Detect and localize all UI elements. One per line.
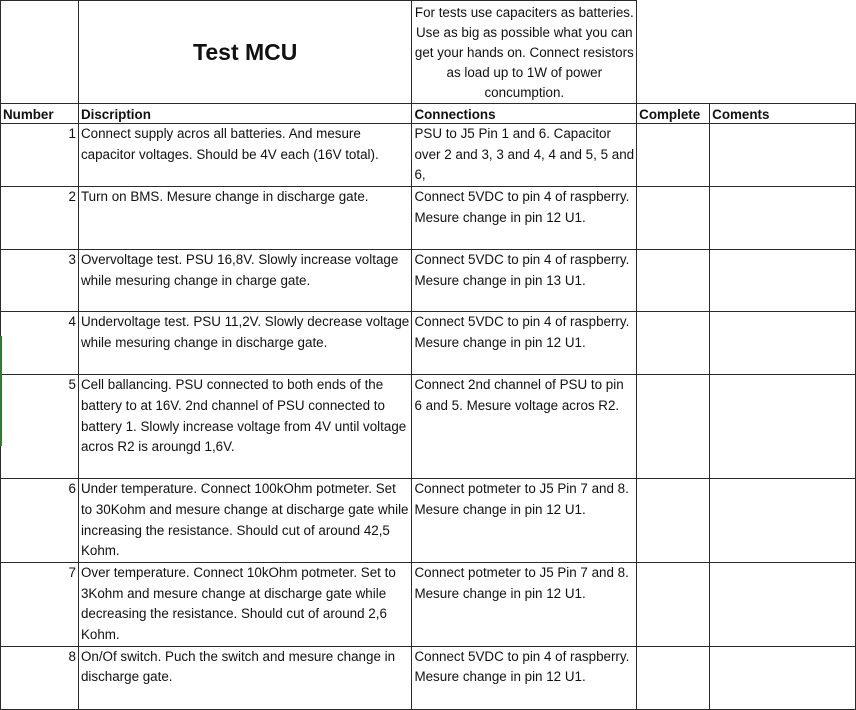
row-description[interactable]: Overvoltage test. PSU 16,8V. Slowly increase voltage while mesuring change in charge gate. xyxy=(78,250,412,312)
row-comments[interactable] xyxy=(710,312,856,375)
sheet-title[interactable]: Test MCU xyxy=(78,1,412,104)
row-complete[interactable] xyxy=(637,312,710,375)
row-connections[interactable]: Connect 5VDC to pin 4 of raspberry. Mesure change in pin 12 U1. xyxy=(412,187,637,250)
row-description[interactable]: Turn on BMS. Mesure change in discharge gate. xyxy=(78,187,412,250)
row-description[interactable]: On/Of switch. Puch the switch and mesure change in discharge gate. xyxy=(78,646,412,709)
row-description[interactable]: Under temperature. Connect 100kOhm potmeter. Set to 30Kohm and mesure change at discharge gate while increasing the resistance. Should cut of around 42,5 Kohm. xyxy=(78,479,412,563)
row-number[interactable]: 4 xyxy=(1,312,79,375)
row-number[interactable]: 1 xyxy=(1,124,79,187)
row-comments[interactable] xyxy=(710,646,856,709)
header-complete[interactable]: Complete xyxy=(637,104,710,124)
row-description[interactable]: Connect supply acros all batteries. And mesure capacitor voltages. Should be 4V each (16V total). xyxy=(78,124,412,187)
row-complete[interactable] xyxy=(637,124,710,187)
row-number[interactable]: 5 xyxy=(1,375,79,479)
row-complete[interactable] xyxy=(637,375,710,479)
row-comments[interactable] xyxy=(710,250,856,312)
row-description[interactable]: Over temperature. Connect 10kOhm potmeter. Set to 3Kohm and mesure change at discharge gate while decreasing the resistance. Should cut of around 2,6 Kohm. xyxy=(78,562,412,646)
row-connections[interactable]: Connect potmeter to J5 Pin 7 and 8. Mesure change in pin 12 U1. xyxy=(412,479,637,563)
row-complete[interactable] xyxy=(637,479,710,563)
row-number[interactable]: 3 xyxy=(1,250,79,312)
row-complete[interactable] xyxy=(637,187,710,250)
row-comments[interactable] xyxy=(710,187,856,250)
header-comments[interactable]: Coments xyxy=(710,104,856,124)
table-row xyxy=(1,250,856,312)
row-connections[interactable]: Connect 2nd channel of PSU to pin 6 and 5. Mesure voltage acros R2. xyxy=(412,375,637,479)
header-connections[interactable]: Connections xyxy=(412,104,637,124)
row-complete[interactable] xyxy=(637,646,710,709)
row-complete[interactable] xyxy=(637,250,710,312)
instructions-note[interactable]: For tests use capaciters as batteries. Use as big as possible what you can get your hands on. Connect resistors as load up to 1W of power concumption. xyxy=(412,1,637,104)
row-complete[interactable] xyxy=(637,562,710,646)
row-connections[interactable]: Connect potmeter to J5 Pin 7 and 8. Mesure change in pin 12 U1. xyxy=(412,562,637,646)
header-row xyxy=(1,104,856,124)
table-row xyxy=(1,479,856,563)
row-comments[interactable] xyxy=(710,124,856,187)
row-description[interactable]: Cell ballancing. PSU connected to both ends of the battery to at 16V. 2nd channel of PSU connected to battery 1. Slowly increase voltage from 4V until voltage acros R2 is aroungd 1,6V. xyxy=(78,375,412,479)
blank-cell[interactable] xyxy=(1,1,79,104)
row-comments[interactable] xyxy=(710,562,856,646)
row-description[interactable]: Undervoltage test. PSU 11,2V. Slowly decrease voltage while mesuring change in discharge gate. xyxy=(78,312,412,375)
table-row xyxy=(1,562,856,646)
blank-cell[interactable] xyxy=(637,1,710,104)
table-row xyxy=(1,646,856,709)
row-connections[interactable]: Connect 5VDC to pin 4 of raspberry. Mesure change in pin 12 U1. xyxy=(412,646,637,709)
row-number[interactable]: 6 xyxy=(1,479,79,563)
row-comments[interactable] xyxy=(710,479,856,563)
row-connections[interactable]: PSU to J5 Pin 1 and 6. Capacitor over 2 and 3, 3 and 4, 4 and 5, 5 and 6, xyxy=(412,124,637,187)
title-row xyxy=(1,1,856,104)
table-row xyxy=(1,312,856,375)
row-number[interactable]: 7 xyxy=(1,562,79,646)
table-row xyxy=(1,124,856,187)
table-row xyxy=(1,375,856,479)
row-connections[interactable]: Connect 5VDC to pin 4 of raspberry. Mesure change in pin 13 U1. xyxy=(412,250,637,312)
header-description[interactable]: Discription xyxy=(78,104,412,124)
row-selection-marker xyxy=(0,336,2,446)
table-row xyxy=(1,187,856,250)
header-number[interactable]: Number xyxy=(1,104,79,124)
row-connections[interactable]: Connect 5VDC to pin 4 of raspberry. Mesure change in pin 12 U1. xyxy=(412,312,637,375)
row-comments[interactable] xyxy=(710,375,856,479)
blank-cell[interactable] xyxy=(710,1,856,104)
row-number[interactable]: 2 xyxy=(1,187,79,250)
row-number[interactable]: 8 xyxy=(1,646,79,709)
